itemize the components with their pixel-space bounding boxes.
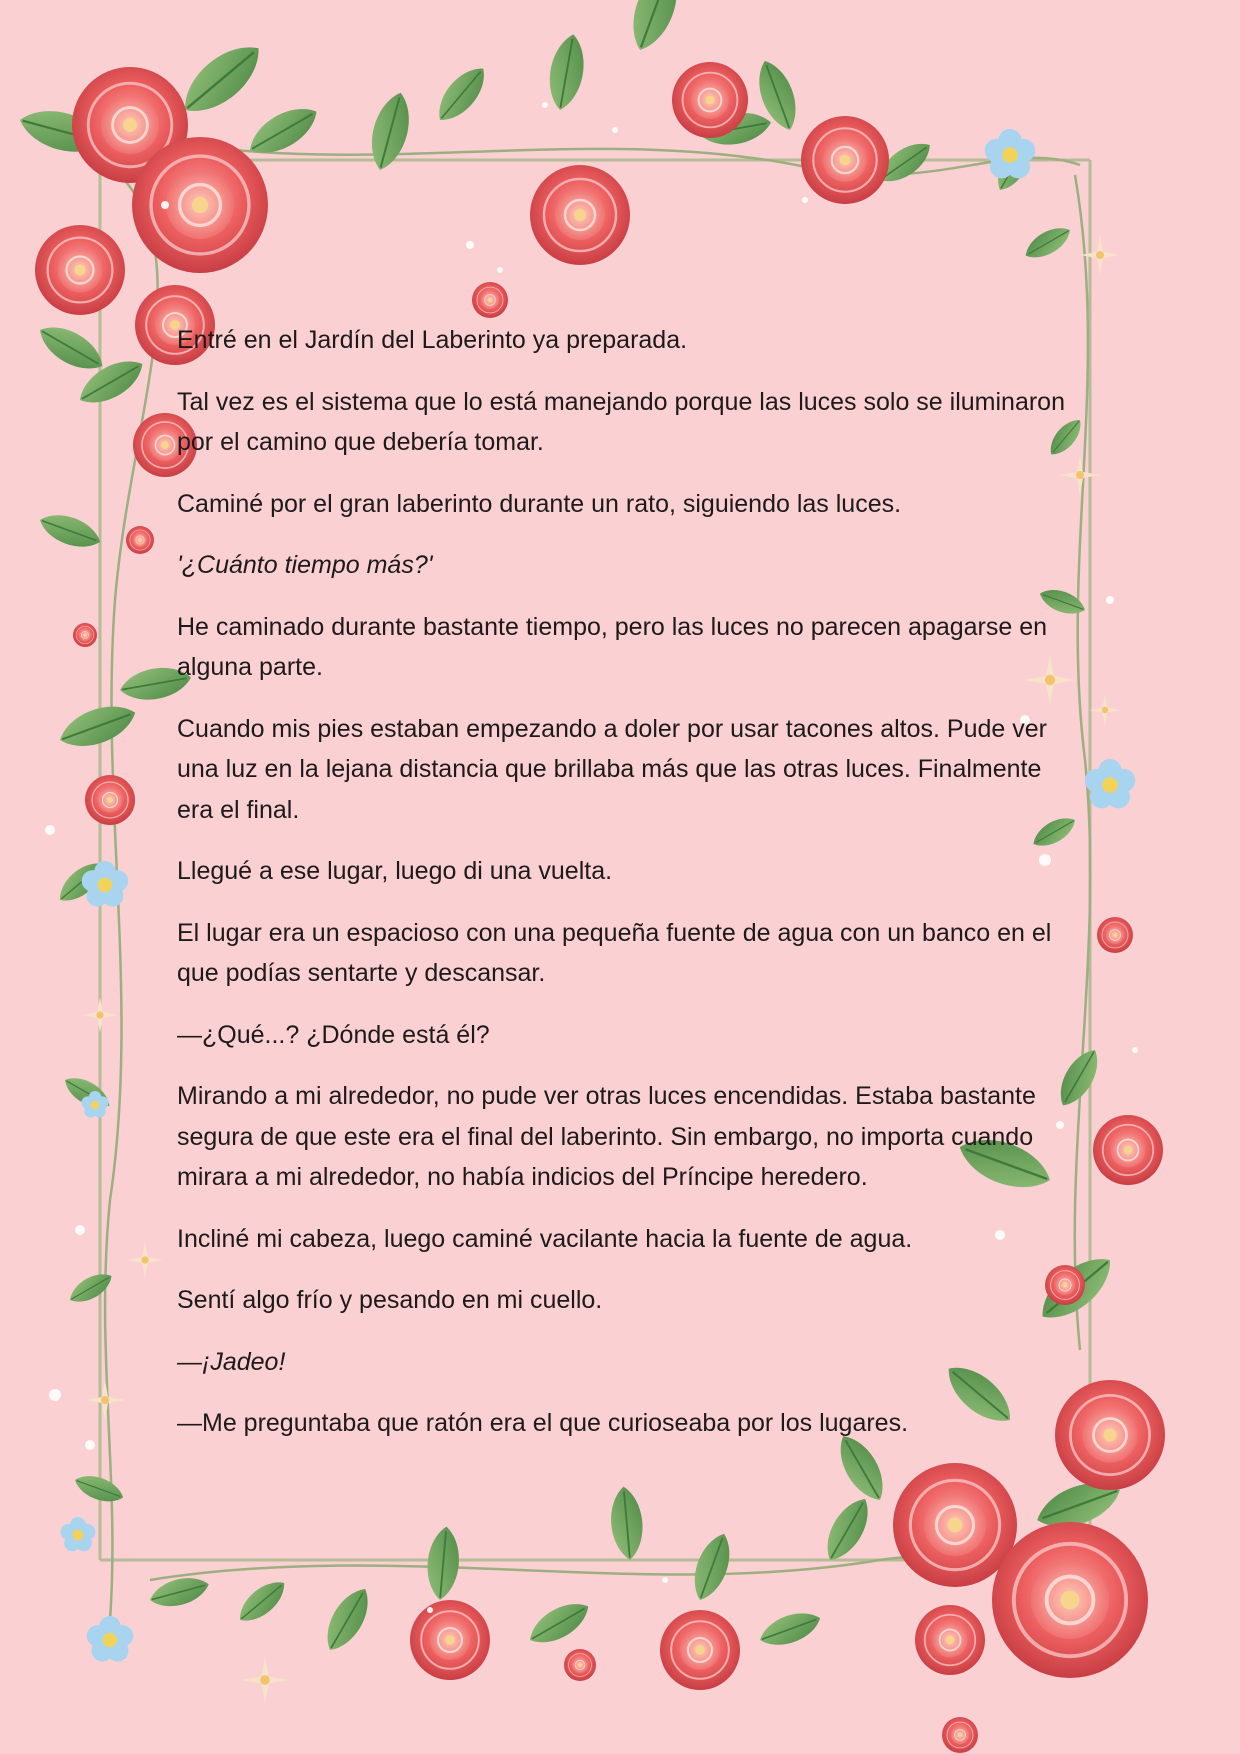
inner-thought-paragraph: '¿Cuánto tiempo más?' xyxy=(177,551,433,579)
story-paragraph: Cuando mis pies estaban empezando a doler por usar tacones altos. Pude ver una luz en la lejana distancia que brillaba más que las otras luces. Finalmente era el final. xyxy=(177,714,1047,824)
dialogue-paragraph: —¿Qué...? ¿Dónde está él? xyxy=(177,1020,490,1049)
story-paragraph: Mirando a mi alrededor, no pude ver otras luces encendidas. Estaba bastante segura de que este era el final del laberinto. Sin embargo, no importa cuando mirara a mi alrededor, no había indicios del Príncipe heredero. xyxy=(177,1082,1036,1191)
story-text xyxy=(177,320,1077,1465)
story-paragraph: Llegué a ese lugar, luego di una vuelta. xyxy=(177,857,613,885)
story-paragraph: He caminado durante bastante tiempo, pero las luces no parecen apagarse en alguna parte. xyxy=(177,612,1048,681)
story-paragraph: El lugar era un espacioso con una pequeña fuente de agua con un banco en el que podías sentarte y descansar. xyxy=(177,918,1052,987)
story-paragraph: Entré en el Jardín del Laberinto ya preparada. xyxy=(177,326,688,354)
story-paragraph: Sentí algo frío y pesando en mi cuello. xyxy=(177,1286,603,1314)
story-paragraph: Tal vez es el sistema que lo está manejando porque las luces solo se iluminaron por el camino que debería tomar. xyxy=(177,387,1065,456)
story-paragraph: Caminé por el gran laberinto durante un rato, siguiendo las luces. xyxy=(177,489,902,518)
story-paragraph: Incliné mi cabeza, luego caminé vacilante hacia la fuente de agua. xyxy=(177,1224,913,1253)
dialogue-paragraph: —¡Jadeo! xyxy=(177,1347,286,1376)
dialogue-paragraph: —Me preguntaba que ratón era el que curioseaba por los lugares. xyxy=(177,1409,909,1437)
